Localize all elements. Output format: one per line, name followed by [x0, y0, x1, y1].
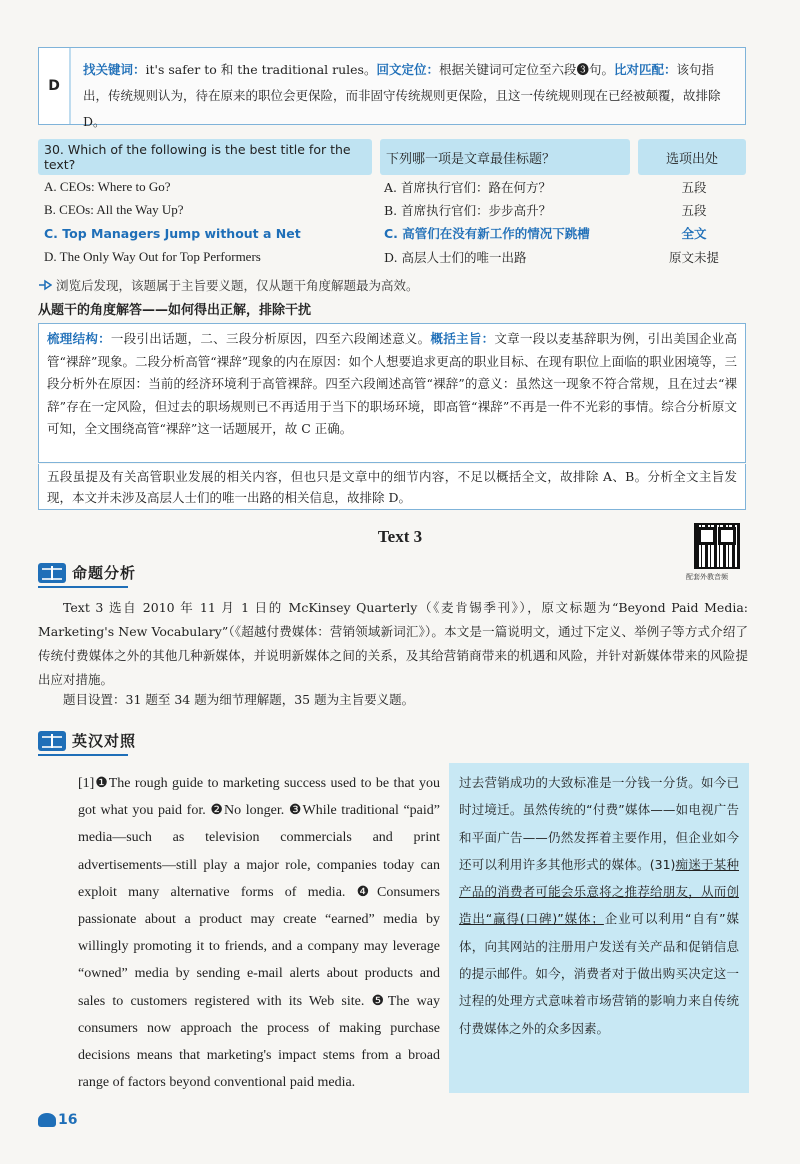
option-en: B. CEOs: All the Way Up?: [44, 202, 184, 217]
summary-text: 文章一段以麦基辞职为例，引出美国企业高管“裸辞”现象。二段分析高管“裸辞”现象的内在原因：如个人想要追求更高的职业目标、在现有职位上面临的职业困境等，三段分析外在原因：当前的经济环境利于高管裸辞。四至六段阐述高管“裸辞”的意义：虽然这一现象不符合常规，且在过去“裸辞”存在一定风险，但过去的职场规则已不再适用于当下的职场环境，即高管“裸辞”不再是一件不光彩的事情。综合分析原文可知，全文围绕高管“裸辞”这一话题展开，故 C 正确。: [47, 331, 737, 436]
book-icon: [38, 731, 66, 751]
option-cn: D. 高层人士们的唯一出路: [384, 250, 527, 265]
pointing-hand-icon: [38, 279, 52, 291]
keyword-text: it's safer to 和 the traditional rules。: [145, 62, 377, 77]
option-source: 全文: [681, 226, 707, 241]
section-underline: [38, 586, 128, 588]
section-underline: [38, 754, 128, 756]
option-en: D. The Only Way Out for Top Performers: [44, 249, 261, 264]
option-source: 原文未提: [668, 250, 719, 265]
option-row-b: [44, 199, 744, 221]
option-cn: C. 高管们在没有新工作的情况下跳槽: [384, 226, 590, 241]
keyword-label: 找关键词：: [83, 62, 146, 77]
match-label: 比对匹配：: [613, 62, 677, 77]
elimination-box: 五段虽提及有关高管职业发展的相关内容，但也只是文章中的细节内容，不足以概括全文，故排除 A、B。分析全文主旨发现，本文并未涉及高层人士们的唯一出路的相关信息，故排除 D。: [38, 464, 746, 510]
locate-label: 回文定位：: [376, 62, 439, 77]
answer-d-box: [38, 47, 746, 129]
analysis-box: [38, 323, 746, 463]
option-source: 五段: [681, 203, 707, 218]
page-icon: [38, 1113, 56, 1127]
option-cn: B. 首席执行官们：步步高升？: [384, 203, 552, 218]
english-paragraph: [1]❶The rough guide to marketing success used to be that you got what you paid for. ❷No longer. ❸While traditional “paid” media—such as television commercials and print advertisements—still play a major role, companies today can exploit many alternative forms of media. ❹Consumers passionate about a product may create “earned” media by willingly promoting it to friends, and a company may leverage “owned” media by sending e-mail alerts about products and sales to customers registered with its Web site. ❺The way consumers now approach the process of making purchase decisions means that marketing's impact stems from a broad range of factors beyond conventional paid media.: [78, 776, 440, 1091]
page-number-text: 16: [58, 1112, 78, 1128]
section-label: 英汉对照: [72, 732, 137, 750]
question-title-cn: 下列哪一项是文章最佳标题？: [380, 139, 630, 175]
structure-text: 一段引出话题，二、三段分析原因，四至六段阐述意义。: [110, 331, 431, 346]
translation-part: 过去营销成功的大致标准是一分钱一分货。如今已时过境迁。虽然传统的“付费”媒体——如电视广告和平面广告——仍然发挥着主要作用，但企业如今还可以利用许多其他形式的媒体。(31): [459, 775, 739, 872]
book-icon: [38, 563, 66, 583]
qr-caption: 配套外教音频: [686, 573, 728, 581]
structure-label: 梳理结构：: [47, 331, 111, 346]
question-title-en: 30. Which of the following is the best title for the text?: [38, 139, 372, 175]
option-row-a: [44, 176, 744, 198]
section-proposition-analysis: [38, 562, 136, 583]
option-row-c-correct: [44, 222, 744, 244]
option-source: 五段: [681, 180, 707, 195]
translation-underlined: 痴迷于某种产品的消费者可能会乐意将之推荐给朋友，从而创造出“赢得(口碑)”媒体；: [459, 856, 739, 927]
summary-label: 概括主旨：: [430, 331, 495, 346]
option-en: A. CEOs: Where to Go?: [44, 179, 171, 194]
translation-part: 企业可以利用“自有”媒体，向其网站的注册用户发送有关产品和促销信息的提示邮件。如今，消费者对于做出购买决定这一过程的处理方式意味着市场营销的影响力来自传统付费媒体之外的众多因素。: [459, 911, 739, 1036]
option-cn: A. 首席执行官们：路在何方？: [384, 180, 551, 195]
text3-title: Text 3: [377, 527, 423, 546]
chinese-translation: [449, 763, 749, 1093]
question-setting: 题目设置：31 题至 34 题为细节理解题，35 题为主旨要义题。: [63, 692, 415, 707]
option-source-header: 选项出处: [638, 139, 746, 175]
intro-paragraph: Text 3 选自 2010 年 11 月 1 日的 McKinsey Quarterly（《麦肯锡季刊》），原文标题为“Beyond Paid Media: Marketing's New Vocabulary”（《超越付费媒体：营销领域新词汇》）。本文是一篇说明文，通过下定义、举例子等方式介绍了传统付费媒体之外的其他几种新媒体，并说明新媒体之间的关系，及其给营销商带来的机遇和风险，并针对新媒体带来的风险提出应对措施。: [38, 600, 748, 687]
solution-subheading: 从题干的角度解答——如何得出正解，排除干扰: [38, 303, 312, 318]
option-letter: D: [39, 48, 71, 124]
qr-code-icon[interactable]: [694, 523, 740, 569]
match-text: 该句指出，传统规则认为，待在原来的职位会更保险，而非固守传统规则更保险，且这一传统规则现在已经被颠覆，故排除 D。: [83, 62, 721, 129]
section-label: 命题分析: [72, 564, 137, 582]
locate-text: 根据关键词可定位至六段❸句。: [438, 62, 614, 77]
browse-note: [38, 276, 419, 294]
page-number: [38, 1112, 77, 1128]
note-text: 浏览后发现，该题属于主旨要义题，仅从题干角度解题最为高效。: [56, 278, 419, 293]
option-en: C. Top Managers Jump without a Net: [44, 225, 301, 241]
section-bilingual: [38, 730, 136, 751]
answer-d-explanation: [71, 48, 745, 129]
option-row-d: [44, 246, 744, 268]
